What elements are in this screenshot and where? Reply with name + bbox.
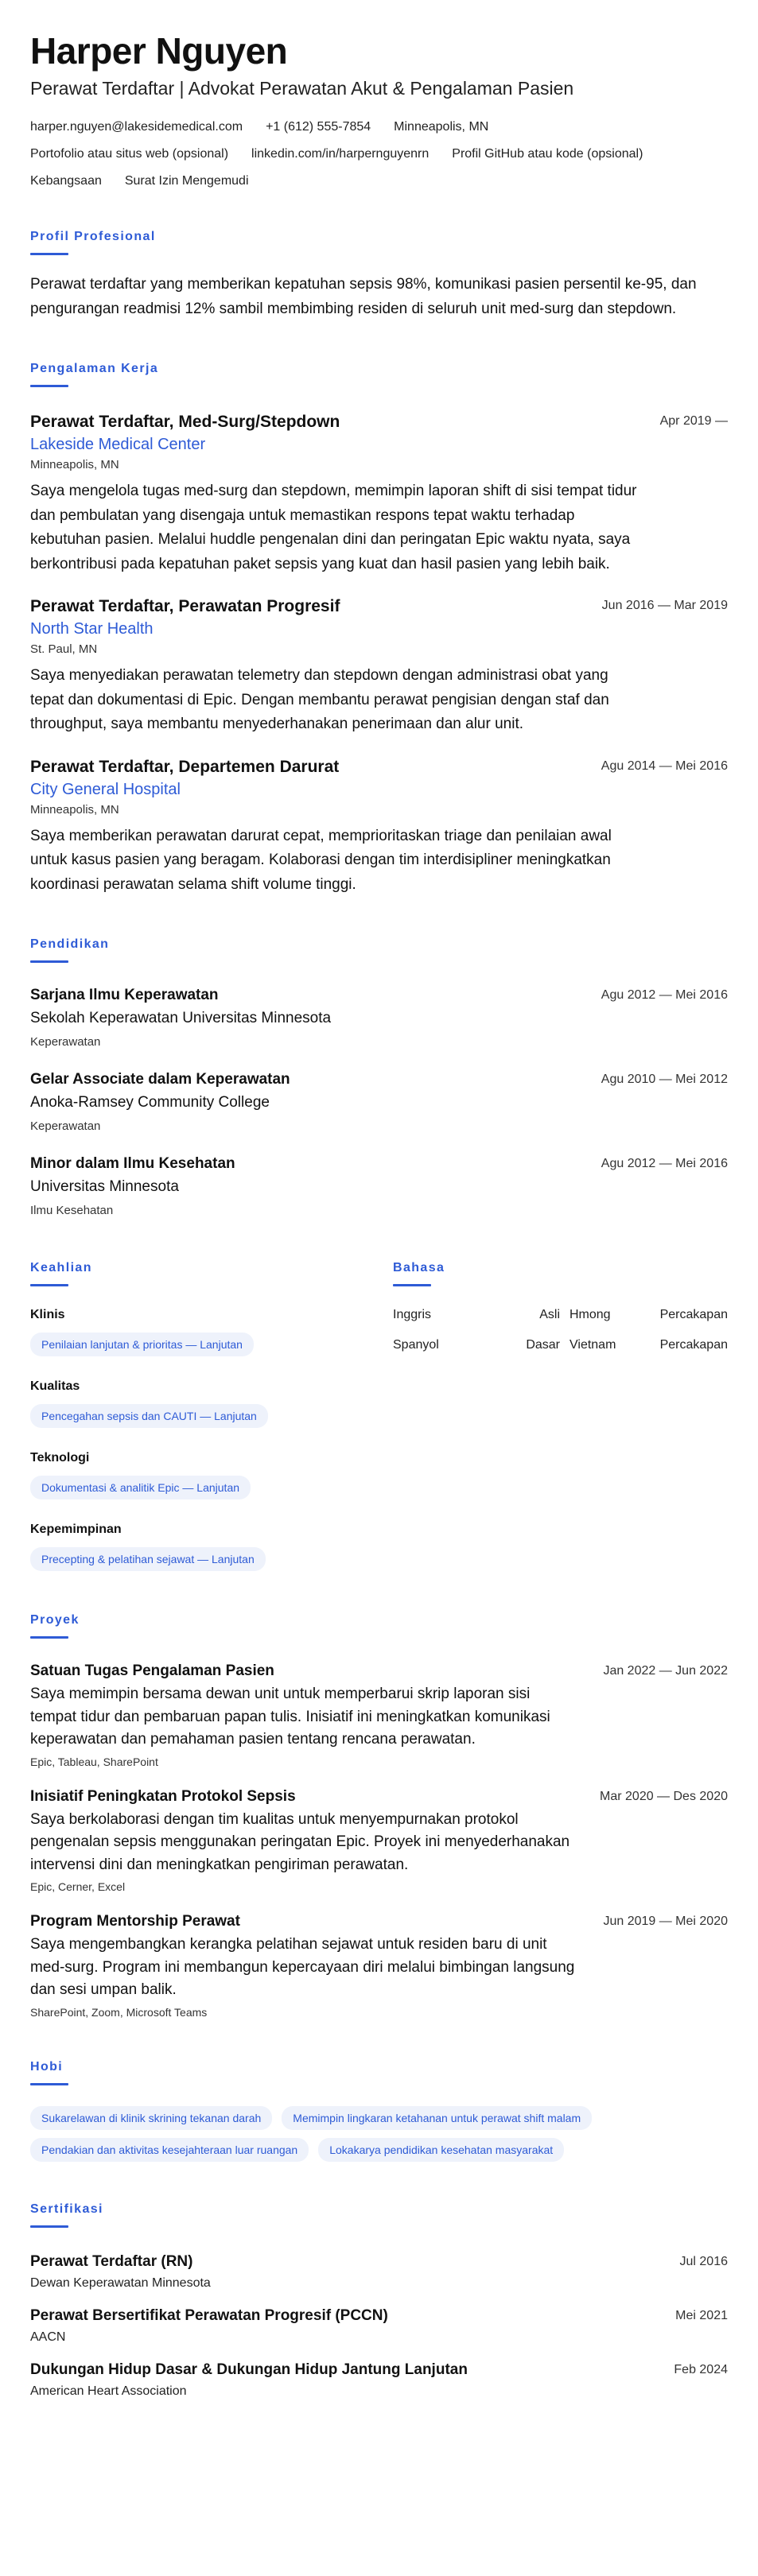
job-dates: Apr 2019 — — [659, 414, 728, 428]
language-name: Vietnam — [569, 1338, 616, 1352]
certification-entry — [30, 2360, 728, 2399]
skill-pill: Dokumentasi & analitik Epic — Lanjutan — [30, 1476, 251, 1499]
language-level: Dasar — [526, 1338, 560, 1352]
project-dates: Mar 2020 — Des 2020 — [600, 1789, 728, 1803]
section-divider — [30, 2083, 68, 2085]
education-entry — [30, 1154, 728, 1219]
project-dates: Jun 2019 — Mei 2020 — [603, 1915, 728, 1928]
certification-name: Dukungan Hidup Dasar & Dukungan Hidup Jantung Lanjutan — [30, 2361, 468, 2378]
profile-summary: Perawat terdaftar yang memberikan kepatuhan sepsis 98%, komunikasi pasien persentil ke-95, dan pengurangan readmisi 12% sambil membimbing residen di seluruh unit med-surg dan stepdown. — [30, 276, 697, 317]
skill-category: Kepemimpinan — [30, 1523, 122, 1536]
section-divider — [30, 960, 68, 963]
candidate-name: Harper Nguyen — [30, 30, 288, 72]
section-divider — [30, 253, 68, 255]
certification-date: Feb 2024 — [674, 2362, 728, 2376]
section-title: Pengalaman Kerja — [30, 362, 159, 375]
job-entry — [30, 596, 728, 737]
language-level: Percakapan — [659, 1338, 728, 1352]
skill-category: Teknologi — [30, 1451, 90, 1465]
skill-group — [30, 1307, 393, 1356]
skill-category: Kualitas — [30, 1379, 80, 1393]
education-field: Keperawatan — [30, 1119, 101, 1133]
projects-section — [30, 1612, 728, 2019]
candidate-headline: Perawat Terdaftar | Advokat Perawatan Akut & Pengalaman Pasien — [30, 78, 574, 99]
skill-group — [30, 1379, 393, 1428]
hobby-pill: Pendakian dan aktivitas kesejahteraan luar ruangan — [30, 2138, 309, 2162]
job-location: Minneapolis, MN — [30, 458, 119, 471]
section-divider — [30, 1284, 68, 1286]
section-title: Bahasa — [393, 1261, 445, 1274]
education-section — [30, 937, 728, 1219]
certification-entry — [30, 2252, 728, 2291]
education-school: Universitas Minnesota — [30, 1178, 179, 1195]
section-title: Profil Profesional — [30, 230, 156, 243]
project-tech: Epic, Tableau, SharePoint — [30, 1755, 158, 1768]
section-title: Proyek — [30, 1613, 80, 1627]
job-location: Minneapolis, MN — [30, 802, 119, 817]
skill-category: Klinis — [30, 1308, 65, 1321]
skill-pill: Penilaian lanjutan & prioritas — Lanjutan — [30, 1333, 254, 1356]
language-level: Asli — [539, 1308, 560, 1321]
job-dates: Jun 2016 — Mar 2019 — [601, 599, 728, 612]
hobby-pill: Memimpin lingkaran ketahanan untuk perawat shift malam — [282, 2106, 592, 2130]
language-name: Inggris — [393, 1308, 432, 1321]
job-company[interactable]: Lakeside Medical Center — [30, 436, 206, 453]
education-entry — [30, 1069, 728, 1135]
project-description: Saya mengembangkan kerangka pelatihan sejawat untuk residen baru di unit med-surg. Program ini membangun kepercayaan diri melalui bimbingan langsung dan sesi umpan balik. — [30, 1936, 575, 1998]
job-title: Perawat Terdaftar, Departemen Darurat — [30, 757, 340, 776]
education-school: Anoka-Ramsey Community College — [30, 1094, 270, 1111]
section-title: Pendidikan — [30, 937, 110, 951]
job-entry — [30, 411, 728, 576]
hobbies-section — [30, 2059, 728, 2162]
contact-linkedin[interactable]: linkedin.com/in/harpernguyenrn — [251, 147, 430, 161]
resume-header — [30, 30, 728, 189]
project-dates: Jan 2022 — Jun 2022 — [603, 1664, 728, 1678]
project-description: Saya berkolaborasi dengan tim kualitas untuk menyempurnakan protokol pengenalan sepsis menggunakan peringatan Epic. Proyek ini menyederhanakan intervensi dini dan meningkatkan pengiriman perawatan. — [30, 1810, 570, 1873]
skill-pill: Pencegahan sepsis dan CAUTI — Lanjutan — [30, 1404, 268, 1428]
experience-section — [30, 361, 728, 897]
language-name: Spanyol — [393, 1338, 439, 1352]
certification-date: Mei 2021 — [675, 2308, 728, 2322]
contact-driving-license: Surat Izin Mengemudi — [124, 174, 249, 188]
section-divider — [30, 1636, 68, 1639]
job-description: Saya memberikan perawatan darurat cepat, memprioritaskan triage dan penilaian awal untuk kasus pasien yang beragam. Kolaborasi dengan tim interdisipliner meningkatkan koordinasi perawatan selama shift volume tinggi. — [30, 827, 612, 893]
certification-name: Perawat Terdaftar (RN) — [30, 2252, 193, 2270]
education-dates: Agu 2012 — Mei 2016 — [601, 1157, 728, 1170]
project-title: Inisiatif Peningkatan Protokol Sepsis — [30, 1787, 296, 1805]
project-entry — [30, 1661, 728, 1769]
project-title: Satuan Tugas Pengalaman Pasien — [30, 1662, 274, 1679]
contact-phone[interactable]: +1 (612) 555-7854 — [266, 120, 371, 134]
education-entry — [30, 985, 728, 1050]
contact-row — [30, 173, 728, 189]
skills-languages-section — [30, 1260, 728, 1571]
education-school: Sekolah Keperawatan Universitas Minnesota — [30, 1010, 332, 1026]
section-title: Hobi — [30, 2059, 64, 2074]
job-title: Perawat Terdaftar, Perawatan Progresif — [30, 597, 340, 615]
education-dates: Agu 2010 — Mei 2012 — [601, 1073, 728, 1086]
education-degree: Gelar Associate dalam Keperawatan — [30, 1071, 290, 1088]
section-title: Keahlian — [30, 1261, 92, 1274]
education-field: Keperawatan — [30, 1035, 101, 1049]
education-degree: Sarjana Ilmu Keperawatan — [30, 987, 219, 1003]
language-name: Hmong — [569, 1308, 611, 1321]
contact-row — [30, 146, 728, 162]
job-dates: Agu 2014 — Mei 2016 — [601, 758, 728, 773]
job-company[interactable]: City General Hospital — [30, 780, 181, 798]
certification-entry — [30, 2306, 728, 2345]
skill-group — [30, 1522, 393, 1571]
language-row — [393, 1337, 728, 1353]
contact-email[interactable]: harper.nguyen@lakesidemedical.com — [30, 120, 243, 134]
project-entry — [30, 1911, 728, 2019]
project-title: Program Mentorship Perawat — [30, 1913, 240, 1930]
certification-issuer: American Heart Association — [30, 2384, 187, 2398]
certification-name: Perawat Bersertifikat Perawatan Progresif (PCCN) — [30, 2306, 388, 2324]
education-dates: Agu 2012 — Mei 2016 — [601, 988, 728, 1002]
project-tech: Epic, Cerner, Excel — [30, 1880, 126, 1893]
section-divider — [393, 1284, 431, 1286]
job-company[interactable]: North Star Health — [30, 620, 154, 638]
contact-location: Minneapolis, MN — [394, 120, 489, 134]
job-location: St. Paul, MN — [30, 642, 98, 656]
contact-nationality: Kebangsaan — [30, 174, 102, 188]
languages-column — [393, 1260, 728, 1571]
certification-date: Jul 2016 — [679, 2254, 728, 2268]
language-row — [393, 1307, 728, 1323]
project-tech: SharePoint, Zoom, Microsoft Teams — [30, 2005, 208, 2019]
skills-column — [30, 1260, 393, 1571]
contact-row — [30, 119, 728, 135]
contact-github[interactable]: Profil GitHub atau kode (opsional) — [452, 147, 643, 161]
certifications-section — [30, 2202, 728, 2399]
hobby-pill: Lokakarya pendidikan kesehatan masyarakat — [318, 2138, 564, 2162]
project-description: Saya memimpin bersama dewan unit untuk memperbarui skrip laporan sisi tempat tidur dan pembaruan papan tulis. Inisiatif ini meningkatkan komunikasi keperawatan dan pemahaman pasien tentang rencana perawatan. — [30, 1686, 550, 1748]
job-entry — [30, 756, 728, 898]
skill-group — [30, 1450, 393, 1499]
profile-section — [30, 229, 728, 321]
project-entry — [30, 1787, 728, 1895]
job-title: Perawat Terdaftar, Med-Surg/Stepdown — [30, 413, 340, 431]
education-field: Ilmu Kesehatan — [30, 1204, 114, 1217]
certification-issuer: Dewan Keperawatan Minnesota — [30, 2275, 211, 2290]
job-description: Saya menyediakan perawatan telemetry dan stepdown dengan administrasi obat yang tepat dan dokumentasi di Epic. Dengan membantu perawat pengisian dengan staf dan throughput, saya membantu menyederhanakan penerimaan dan alur unit. — [30, 667, 609, 732]
contact-portfolio[interactable]: Portofolio atau situs web (opsional) — [30, 147, 229, 161]
certification-issuer: AACN — [30, 2330, 66, 2344]
section-divider — [30, 2225, 68, 2228]
section-divider — [30, 385, 68, 387]
hobby-list — [30, 2106, 728, 2162]
education-degree: Minor dalam Ilmu Kesehatan — [30, 1155, 235, 1172]
hobby-pill: Sukarelawan di klinik skrining tekanan darah — [30, 2106, 272, 2130]
job-description: Saya mengelola tugas med-surg dan stepdown, memimpin laporan shift di sisi tempat tidur dan pembulatan yang disengaja untuk memastikan respons tepat waktu terhadap kebutuhan pasien. Melalui huddle pengenalan dini dan peringatan Epic waktu nyata, saya berkontribusi pada kepatuhan paket sepsis yang kuat dan hasil pasien yang lebih baik. — [30, 483, 637, 572]
skill-pill: Precepting & pelatihan sejawat — Lanjutan — [30, 1547, 266, 1571]
section-title: Sertifikasi — [30, 2202, 103, 2216]
language-level: Percakapan — [659, 1308, 728, 1321]
